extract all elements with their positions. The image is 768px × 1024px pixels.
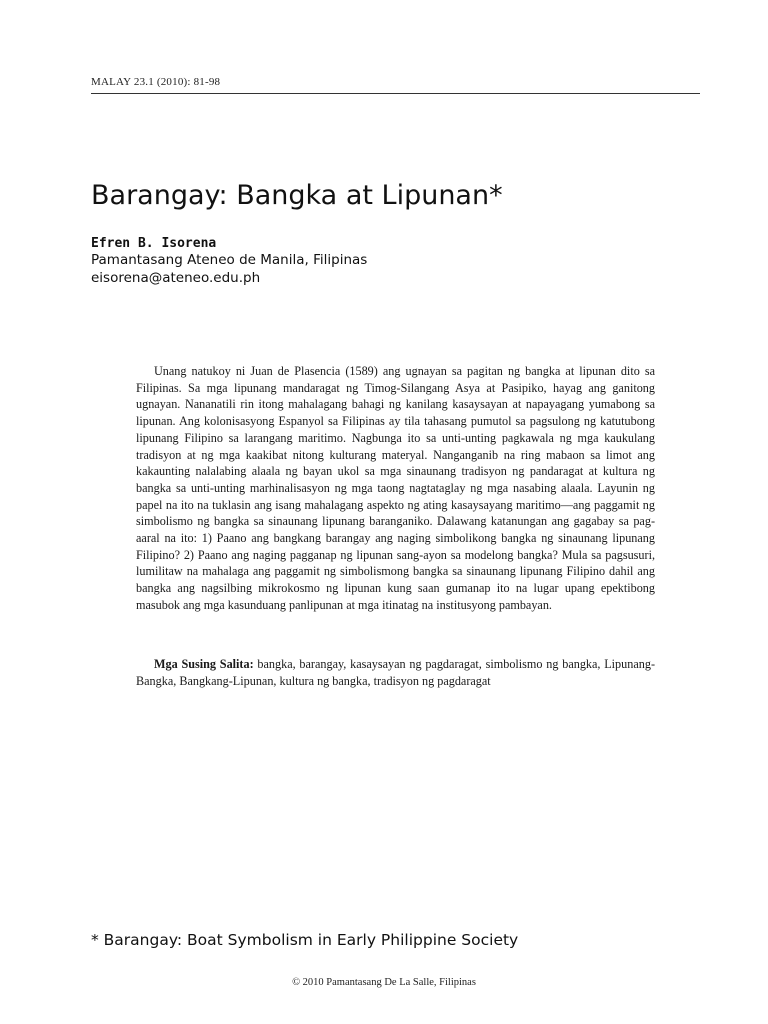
keywords-list: bangka, barangay, kasaysayan ng pagdaragat, simbolismo ng bangka, Lipunang-Bangka, Bangkang-Lipunan, kultura ng bangka, tradisyon ng pagdaragat bbox=[136, 657, 655, 688]
copyright-notice: © 2010 Pamantasang De La Salle, Filipinas bbox=[292, 977, 476, 988]
header-divider bbox=[91, 93, 700, 94]
running-head: MALAY 23.1 (2010): 81-98 bbox=[91, 76, 221, 88]
title-footnote: * Barangay: Boat Symbolism in Early Philippine Society bbox=[91, 931, 519, 949]
keywords-label: Mga Susing Salita: bbox=[154, 657, 254, 671]
author-affiliation: Pamantasang Ateneo de Manila, Filipinas bbox=[91, 252, 368, 268]
article-title: Barangay: Bangka at Lipunan* bbox=[91, 180, 503, 211]
abstract: Unang natukoy ni Juan de Plasencia (1589) ang ugnayan sa pagitan ng bangka at lipunan dito sa Filipinas. Sa mga lipunang mandaragat ng Timog-Silangang Asya at Pasipiko, hayag ang ganitong ugnayan. Nananatili rin itong mahalagang bahagi ng kanilang kasaysayan at napayagang yumabong sa lipunan. Ang kolonisasyong Espanyol sa Filipinas ay tila tahasang pumutol sa pagsulong ng katutubong lipunang Filipino sa larangang maritimo. Nagbunga ito sa unti-unting pagkawala ng mga kaukulang tradisyon at ng mga kaakibat nitong kulturang materyal. Nanganganib na ring mabaon sa limot ang kakaunting nalalabing alaala ng bayan ukol sa mga sinaunang tradisyon ng pandaragat at kultura ng bangka sa unti-unting marhinalisasyon ng mga taong nagtataglay ng mga nasabing alaala. Layunin ng papel na ito na tuklasin ang isang mahalagang aspekto ng ating kasaysayang maritimo—ang paggamit ng simbolismo ng bangka sa sinaunang lipunang baranganiko. Dalawang katanungan ang gagabay sa pag-aaral na ito: 1) Paano ang bangkang barangay ang naging simbolikong bangka ng sinaunang lipunang Filipino? 2) Paano ang naging pagganap ng lipunan sang-ayon sa modelong bangka? Mula sa pagsusuri, lumilitaw na mahalaga ang paggamit ng simbolismong bangka sa sinaunang lipunang Filipino dahil ang bangka ang nagsilbing mikrokosmo ng lipunan kung saan gumanap ito na lugar upang epektibong masubok ang mga kasunduang panlipunan at mga itinatag na institusyong pambayan. bbox=[136, 364, 655, 612]
author-email[interactable]: eisorena@ateneo.edu.ph bbox=[91, 270, 261, 286]
author-name: Efren B. Isorena bbox=[91, 236, 217, 251]
keywords bbox=[136, 656, 655, 689]
